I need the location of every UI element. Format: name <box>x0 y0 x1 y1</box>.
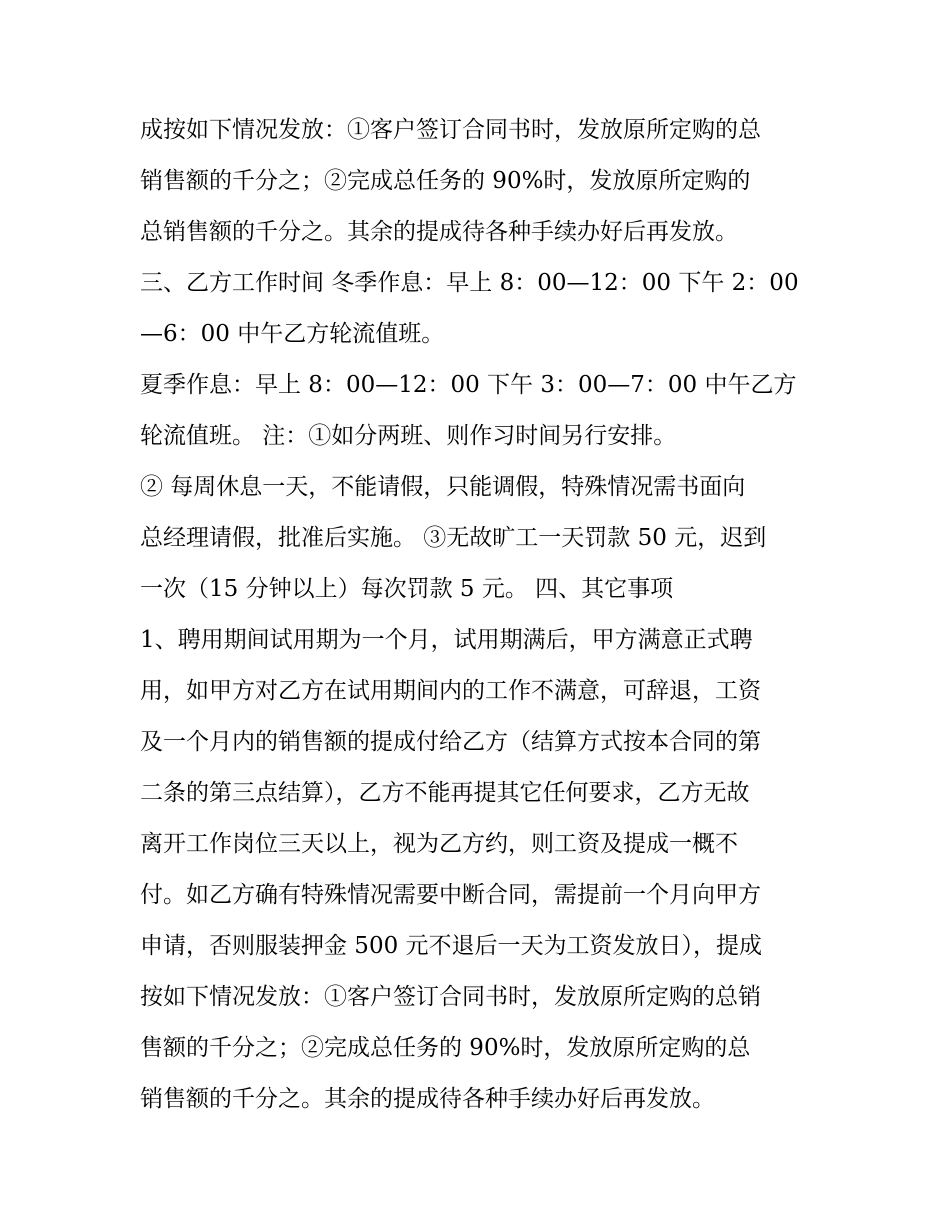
text-line: 轮流值班。 注：①如分两班、则作习时间另行安排。 <box>140 423 677 449</box>
text-line: 付。如乙方确有特殊情况需要中断合同，需提前一个月向甲方 <box>140 882 761 908</box>
text-line: 销售额的千分之；②完成总任务的 90%时，发放原所定购的 <box>140 168 751 194</box>
text-line: ② 每周休息一天，不能请假，只能调假，特殊情况需书面向 <box>140 474 746 500</box>
text-line: 销售额的千分之。其余的提成待各种手续办好后再发放。 <box>140 1086 715 1112</box>
text-line: 按如下情况发放：①客户签订合同书时，发放原所定购的总销 <box>140 984 761 1010</box>
text-line: 总经理请假，批准后实施。 ③无故旷工一天罚款 50 元，迟到 <box>140 525 767 551</box>
text-line: 三、乙方工作时间 冬季作息：早上 8：00—12：00 下午 2：00 <box>140 270 799 296</box>
body-text <box>140 105 830 1125</box>
text-line: 总销售额的千分之。其余的提成待各种手续办好后再发放。 <box>140 219 738 245</box>
text-line: 及一个月内的销售额的提成付给乙方（结算方式按本合同的第 <box>140 729 761 755</box>
text-line: 成按如下情况发放：①客户签订合同书时，发放原所定购的总 <box>140 117 761 143</box>
text-line: 一次（15 分钟以上）每次罚款 5 元。 四、其它事项 <box>140 576 674 602</box>
text-line: —6：00 中午乙方轮流值班。 <box>140 321 445 347</box>
text-line: 夏季作息：早上 8：00—12：00 下午 3：00—7：00 中午乙方 <box>140 372 797 398</box>
text-line: 售额的千分之；②完成总任务的 90%时，发放原所定购的总 <box>140 1035 751 1061</box>
text-line: 二条的第三点结算），乙方不能再提其它任何要求，乙方无故 <box>140 780 750 806</box>
text-line: 用，如甲方对乙方在试用期间内的工作不满意，可辞退，工资 <box>140 678 761 704</box>
text-line: 离开工作岗位三天以上，视为乙方约，则工资及提成一概不 <box>140 831 738 857</box>
text-line: 1、聘用期间试用期为一个月，试用期满后，甲方满意正式聘 <box>140 627 753 653</box>
text-line: 申请，否则服装押金 500 元不退后一天为工资发放日），提成 <box>140 933 763 959</box>
